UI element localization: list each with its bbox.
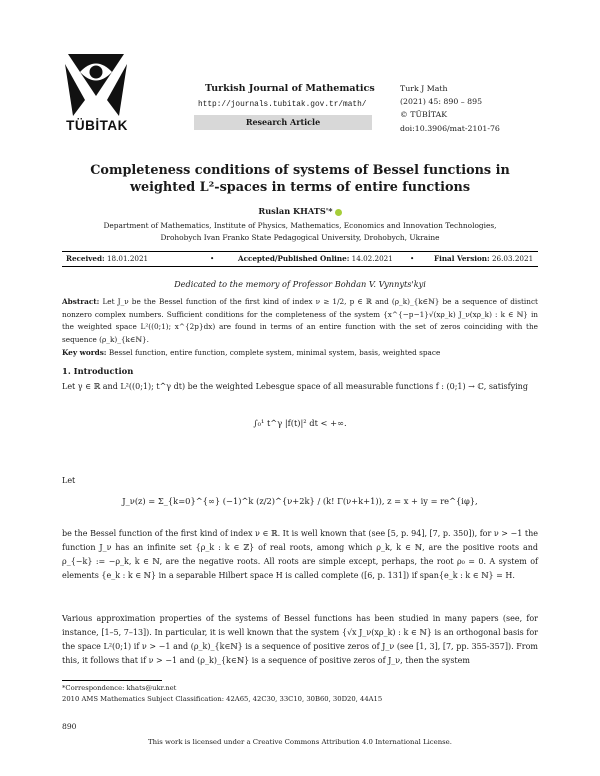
meta-volume-pages: (2021) 45: 890 – 895: [400, 97, 483, 107]
paragraph: Let: [62, 476, 76, 485]
section-heading: 1. Introduction: [62, 366, 134, 376]
equation: J_ν(z) = Σ_{k=0}^{∞} (−1)^k (z/2)^{ν+2k} / (k! Γ(ν+k+1)), z = x + iy = re^{iφ},: [122, 496, 478, 506]
abstract: [62, 296, 538, 346]
page-number: 890: [62, 722, 77, 731]
bullet: •: [410, 254, 415, 263]
paper-title: Completeness conditions of systems of Bessel functions in weighted L²-spaces in terms of entire functions: [90, 163, 510, 195]
journal-title: Turkish Journal of Mathematics: [205, 83, 375, 94]
footnote-correspondence: *Correspondence: khats@ukr.net: [62, 684, 177, 692]
received-date: Received: 18.01.2021: [66, 254, 149, 263]
dates-bar: [62, 251, 538, 267]
keywords-label: Key words:: [62, 348, 107, 357]
equation: ∫₀¹ t^γ |f(t)|² dt < +∞.: [253, 418, 347, 428]
journal-meta: [400, 82, 500, 135]
author-line: [60, 206, 540, 216]
affiliation-line: Department of Mathematics, Institute of Physics, Mathematics, Economics and Innovation Technologies,: [103, 221, 497, 230]
accepted-date: Accepted/Published Online: 14.02.2021: [238, 254, 393, 263]
orcid-icon[interactable]: [335, 209, 342, 216]
keywords-text: Bessel function, entire function, complete system, minimal system, basis, weighted space: [108, 348, 441, 357]
article-type-badge: Research Article: [194, 115, 372, 130]
author-name: Ruslan KHATS'*: [258, 206, 333, 216]
keywords: [62, 348, 538, 357]
affiliation: [60, 220, 540, 244]
meta-doi[interactable]: doi:10.3906/mat-2101-76: [400, 123, 500, 133]
abstract-label: Abstract:: [62, 297, 100, 306]
meta-journal-abbrev: Turk J Math: [400, 84, 448, 93]
affiliation-line: Drohobych Ivan Franko State Pedagogical University, Drohobych, Ukraine: [160, 232, 440, 242]
logo-wordmark: TÜBİTAK: [66, 118, 128, 133]
footnote-msc: 2010 AMS Mathematics Subject Classification: 42A65, 42C30, 33C10, 30B60, 30D20, 44A15: [62, 695, 383, 703]
dedication: Dedicated to the memory of Professor Bohdan V. Vynnyts'kyi: [174, 279, 426, 289]
meta-copyright: © TÜBİTAK: [400, 110, 448, 120]
paragraph: be the Bessel function of the first kind of index ν ∈ ℝ. It is well known that (see [5, p. 94], [7, p. 350]), for ν > −1 the function J_ν has an infinite set {ρ_k : k ∈ ℤ} of real roots, among which ρ_k, k ∈ ℕ, are the positive roots and ρ_{−k} := −ρ_k, k ∈ ℕ, are the negative roots. All roots are simple except, perhaps, the root ρ₀ = 0. A system of elements {e_k : k ∈ ℕ} in a separable Hilbert space H is called complete ([6, p. 131]) if span{e_k : k ∈ ℕ} = H.: [62, 529, 538, 580]
abstract-text: Let J_ν be the Bessel function of the first kind of index ν ≥ 1/2, p ∈ ℝ and (ρ_k)_{k∈ℕ} be a sequence of distinct nonzero complex numbers. Sufficient conditions for the completeness of the system {x^{−p−1}√(xρ_k) J_ν(xρ_k) : k ∈ ℕ} in the weighted space L²((0;1); x^{2p}dx) are found in terms of an entire function with the set of zeros coinciding with the sequence (ρ_k)_{k∈ℕ}.: [62, 297, 538, 344]
journal-url-link[interactable]: http://journals.tubitak.gov.tr/math/: [198, 101, 367, 109]
license-text: This work is licensed under a Creative Commons Attribution 4.0 International License.: [148, 738, 452, 746]
paragraph: Various approximation properties of the systems of Bessel functions has been studied in many papers (see, for instance, [1–5, 7–13]). In particular, it is well known that the system {√x J_ν(xρ_k) : k ∈ ℕ} is an orthogonal basis for the space L²(0;1) if ν > −1 and (ρ_k)_{k∈ℕ} is a sequence of positive zeros of J_ν (see [1, 3], [7, pp. 355-357]). From this, it follows that if ν > −1 and (ρ_k)_{k∈ℕ} is a sequence of positive zeros of J_ν, then the system: [62, 614, 538, 665]
footnote-divider: [62, 680, 162, 681]
final-version-date: Final Version: 26.03.2021: [434, 254, 534, 263]
bullet: •: [210, 254, 215, 263]
paragraph: Let γ ∈ ℝ and L²((0;1); t^γ dt) be the weighted Lebesgue space of all measurable functions f : (0;1) → ℂ, satisfying: [62, 382, 528, 391]
